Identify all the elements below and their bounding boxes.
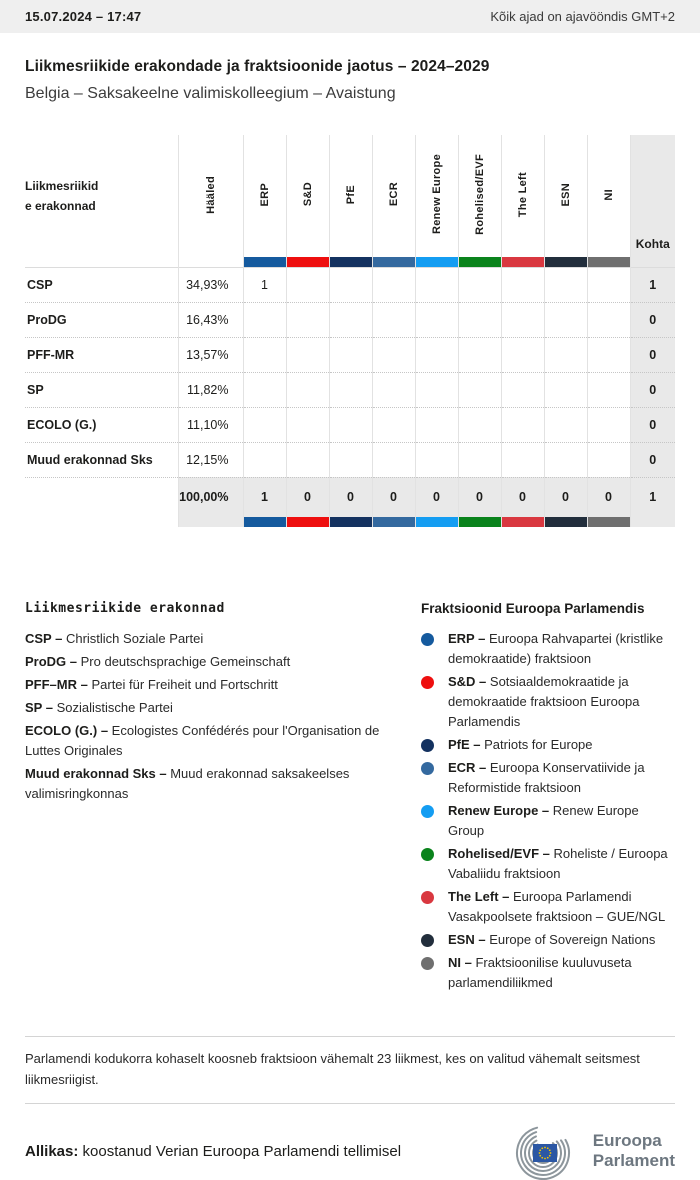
group-seats-cell (415, 372, 458, 407)
seats-cell: 0 (630, 302, 675, 337)
total-group-seats-cell: 0 (372, 477, 415, 517)
group-seats-cell (372, 442, 415, 477)
seats-cell: 0 (630, 337, 675, 372)
votes-cell: 11,10% (178, 407, 243, 442)
group-seats-cell (243, 442, 286, 477)
group-seats-cell (372, 337, 415, 372)
group-seats-cell (544, 372, 587, 407)
legend-party-item: Muud erakonnad Sks – Muud erakonnad saksakeelses valimisringkonnas (25, 766, 350, 801)
group-seats-cell (415, 267, 458, 302)
group-seats-cell (544, 337, 587, 372)
group-seats-cell (587, 302, 630, 337)
group-color-bar-sd (286, 257, 329, 267)
source-line (25, 1143, 401, 1160)
group-color-bar-row (25, 257, 675, 267)
total-group-seats-cell: 0 (501, 477, 544, 517)
table-row-prodg (25, 302, 675, 337)
spacer-cell (630, 257, 675, 267)
spacer-cell (630, 517, 675, 527)
table-row-pffmr (25, 337, 675, 372)
votes-cell: 34,93% (178, 267, 243, 302)
legend-member-state-parties (25, 601, 393, 996)
group-color-bar-row-bottom (25, 517, 675, 527)
group-seats-cell (458, 407, 501, 442)
ep-logo-text: Euroopa Parlament (592, 1131, 675, 1170)
group-seats-cell (501, 442, 544, 477)
group-color-bar-ecr (372, 257, 415, 267)
group-color-bar-esn (544, 257, 587, 267)
legend-ep-groups (421, 601, 675, 996)
group-seats-cell (286, 302, 329, 337)
votes-cell: 16,43% (178, 302, 243, 337)
group-seats-cell (587, 267, 630, 302)
group-column-header-greens: Rohelised/EVF (458, 135, 501, 257)
group-seats-cell (544, 267, 587, 302)
group-seats-cell (372, 407, 415, 442)
legend-group-item: S&D – Sotsiaaldemokraatide ja demokraatide fraktsioon Euroopa Parlamendis (421, 672, 675, 732)
european-parliament-logo (507, 1122, 675, 1180)
group-color-bar-greens (458, 517, 501, 527)
group-seats-cell (458, 302, 501, 337)
group-seats-cell (415, 442, 458, 477)
group-color-bar-sd (286, 517, 329, 527)
group-seats-cell (587, 372, 630, 407)
legend-group-item: ERP – Euroopa Rahvapartei (kristlike demokraatide) fraktsioon (421, 629, 675, 669)
group-seats-cell (544, 407, 587, 442)
group-color-bar-erp (243, 257, 286, 267)
group-seats-cell (587, 407, 630, 442)
legend-party-item: SP – Sozialistische Partei (25, 700, 173, 715)
group-seats-cell (587, 337, 630, 372)
group-seats-cell (329, 407, 372, 442)
table-row-muud (25, 442, 675, 477)
group-seats-cell (286, 442, 329, 477)
top-bar (0, 0, 700, 33)
group-color-bar-erp (243, 517, 286, 527)
source-text: koostanud Verian Euroopa Parlamendi tellimisel (78, 1142, 402, 1160)
group-seats-cell (243, 407, 286, 442)
group-seats-cell (372, 267, 415, 302)
group-column-header-ni: NI (587, 135, 630, 257)
legend-group-item: Rohelised/EVF – Roheliste / Euroopa Vabaliidu fraktsioon (421, 844, 675, 884)
legend-group-item: Renew Europe – Renew Europe Group (421, 801, 675, 841)
group-seats-cell (329, 302, 372, 337)
group-column-header-esn: ESN (544, 135, 587, 257)
party-name-cell: CSP (25, 267, 178, 302)
group-color-bar-renew (415, 517, 458, 527)
group-color-dot-left (421, 891, 434, 904)
group-color-bar-left (501, 517, 544, 527)
group-seats-cell (372, 302, 415, 337)
group-color-bar-pfe (329, 257, 372, 267)
total-group-seats-cell: 0 (329, 477, 372, 517)
group-seats-cell (372, 372, 415, 407)
party-name-cell: Muud erakonnad Sks (25, 442, 178, 477)
group-color-bar-pfe (329, 517, 372, 527)
group-color-dot-esn (421, 934, 434, 947)
seats-cell: 0 (630, 407, 675, 442)
party-name-cell: ProDG (25, 302, 178, 337)
table-total-row (25, 477, 675, 517)
legend-groups-title: Fraktsioonid Euroopa Parlamendis (421, 601, 645, 616)
total-group-seats-cell: 1 (243, 477, 286, 517)
group-seats-cell (415, 337, 458, 372)
group-seats-cell (458, 337, 501, 372)
group-color-bar-greens (458, 257, 501, 267)
seats-column-header: Kohta (630, 135, 675, 257)
group-seats-cell (544, 442, 587, 477)
spacer-cell (178, 517, 243, 527)
total-group-seats-cell: 0 (458, 477, 501, 517)
group-seats-cell (458, 372, 501, 407)
group-column-header-sd: S&D (286, 135, 329, 257)
legend-party-item: CSP – Christlich Soziale Partei (25, 631, 204, 646)
group-seats-cell (544, 302, 587, 337)
group-seats-cell (286, 407, 329, 442)
group-color-dot-sd (421, 676, 434, 689)
legend-party-item: PFF–MR – Partei für Freiheit und Fortschritt (25, 677, 278, 692)
group-seats-cell (501, 267, 544, 302)
group-column-header-erp: ERP (243, 135, 286, 257)
group-color-bar-esn (544, 517, 587, 527)
report-datetime: 15.07.2024 – 17:47 (25, 9, 142, 24)
timezone-note: Kõik ajad on ajavööndis GMT+2 (490, 9, 675, 24)
ep-hemicycle-icon (507, 1122, 585, 1180)
group-seats-cell (501, 337, 544, 372)
group-seats-cell (286, 337, 329, 372)
legend-party-item: ProDG – Pro deutschsprachige Gemeinschaft (25, 654, 291, 669)
group-seats-cell (243, 337, 286, 372)
group-color-bar-ni (587, 257, 630, 267)
group-seats-cell (329, 442, 372, 477)
party-name-cell: PFF-MR (25, 337, 178, 372)
group-seats-cell (329, 267, 372, 302)
group-color-dot-ecr (421, 762, 434, 775)
seats-cell: 1 (630, 267, 675, 302)
group-seats-cell (329, 372, 372, 407)
group-seats-cell (501, 302, 544, 337)
total-votes-cell: 100,00% (178, 477, 243, 517)
group-seats-cell (286, 267, 329, 302)
group-seats-cell (415, 407, 458, 442)
legend-group-item: NI – Fraktsioonilise kuuluvuseta parlamendiliikmed (421, 953, 675, 993)
group-seats-cell (458, 442, 501, 477)
seats-cell: 0 (630, 372, 675, 407)
table-header-row (25, 135, 675, 257)
seats-cell: 0 (630, 442, 675, 477)
footnote: Parlamendi kodukorra kohaselt koosneb fraktsioon vähemalt 23 liikmest, kes on valitud vähemalt seitsmest liikmesriigist. (25, 1051, 640, 1087)
group-seats-cell (243, 302, 286, 337)
legend-parties-title: Liikmesriikide erakonnad (25, 601, 225, 616)
total-group-seats-cell: 0 (415, 477, 458, 517)
table-row-csp (25, 267, 675, 302)
group-color-dot-greens (421, 848, 434, 861)
spacer-cell (178, 257, 243, 267)
group-seats-cell (286, 372, 329, 407)
group-color-bar-renew (415, 257, 458, 267)
results-table (25, 135, 675, 527)
group-column-header-renew: Renew Europe (415, 135, 458, 257)
group-color-bar-left (501, 257, 544, 267)
total-group-seats-cell: 0 (286, 477, 329, 517)
source-label: Allikas: (25, 1142, 79, 1160)
votes-cell: 11,82% (178, 372, 243, 407)
group-column-header-pfe: PfE (329, 135, 372, 257)
legend-group-item: The Left – Euroopa Parlamendi Vasakpoolsete fraktsioon – GUE/NGL (421, 887, 675, 927)
group-seats-cell (458, 267, 501, 302)
group-column-header-left: The Left (501, 135, 544, 257)
group-color-dot-pfe (421, 739, 434, 752)
party-name-cell: ECOLO (G.) (25, 407, 178, 442)
table-row-ecolo (25, 407, 675, 442)
total-group-seats-cell: 0 (544, 477, 587, 517)
table-row-sp (25, 372, 675, 407)
total-group-seats-cell: 0 (587, 477, 630, 517)
group-seats-cell (329, 337, 372, 372)
group-color-bar-ni (587, 517, 630, 527)
votes-cell: 12,15% (178, 442, 243, 477)
spacer-cell (25, 517, 178, 527)
legend-group-item: ESN – Europe of Sovereign Nations (421, 930, 675, 950)
page-subtitle: Belgia – Saksakeelne valimiskolleegium – Avaistung (25, 85, 396, 102)
group-seats-cell (501, 407, 544, 442)
votes-cell: 13,57% (178, 337, 243, 372)
party-name-cell: SP (25, 372, 178, 407)
group-seats-cell: 1 (243, 267, 286, 302)
votes-column-header: Hääled (178, 135, 243, 257)
legend-party-item: ECOLO (G.) – Ecologistes Confédérés pour l'Organisation de Luttes Originales (25, 723, 380, 758)
legend-group-item: ECR – Euroopa Konservatiivide ja Reformistide fraktsioon (421, 758, 675, 798)
group-color-dot-erp (421, 633, 434, 646)
group-seats-cell (243, 372, 286, 407)
total-seats-cell: 1 (630, 477, 675, 517)
group-seats-cell (501, 372, 544, 407)
page-title: Liikmesriikide erakondade ja fraktsioonide jaotus – 2024–2029 (25, 58, 490, 75)
group-color-dot-renew (421, 805, 434, 818)
group-seats-cell (415, 302, 458, 337)
spacer-cell (25, 477, 178, 517)
group-seats-cell (587, 442, 630, 477)
group-column-header-ecr: ECR (372, 135, 415, 257)
legend-group-item: PfE – Patriots for Europe (421, 735, 675, 755)
spacer-cell (25, 257, 178, 267)
group-color-bar-ecr (372, 517, 415, 527)
party-column-header: Liikmesriikide erakonnad (25, 179, 99, 213)
group-color-dot-ni (421, 957, 434, 970)
